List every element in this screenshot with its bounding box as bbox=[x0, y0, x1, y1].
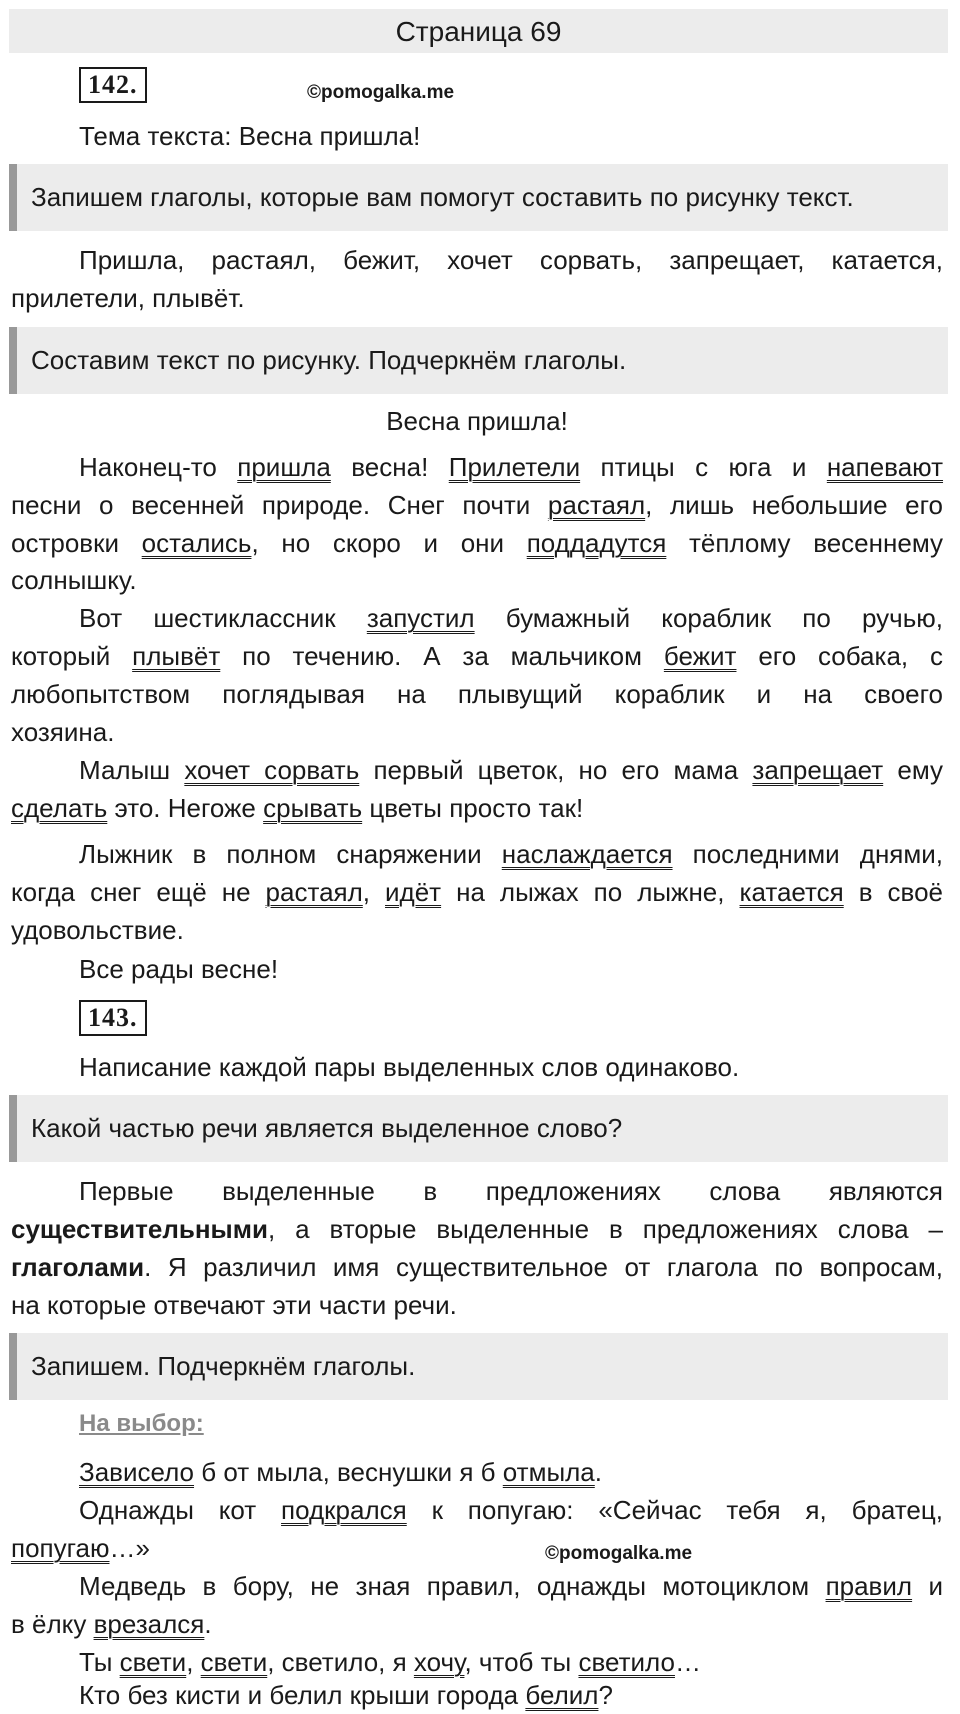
verb: пришла bbox=[237, 452, 331, 482]
task-number-143: 143. bbox=[79, 1000, 147, 1036]
verb: идёт bbox=[385, 877, 442, 907]
verb: запустил bbox=[366, 603, 475, 633]
verb: попугаю bbox=[11, 1533, 110, 1563]
verbs-line: Пришла, растаял, бежит, хочет сорвать, запрещает, катается, bbox=[79, 245, 943, 275]
verb: остались bbox=[141, 528, 252, 558]
verb: Зависело bbox=[79, 1457, 195, 1487]
verb: бежит bbox=[663, 641, 737, 671]
verb: Прилетели bbox=[448, 452, 581, 482]
verse-line: Ты свети, свети, светило, я хочу, чтоб ты светило… bbox=[79, 1647, 701, 1677]
story-line: который плывёт по течению. А за мальчиком бежит его собака, с bbox=[11, 641, 943, 671]
banner-text: Запишем глаголы, которые вам помогут составить по рисунку текст. bbox=[31, 182, 854, 212]
story-line: Лыжник в полном снаряжении наслаждается последними днями, bbox=[79, 839, 944, 869]
bold-term: глаголами bbox=[11, 1252, 145, 1282]
watermark: ©pomogalka.me bbox=[307, 82, 455, 103]
answer-line: Первые выделенные в предложениях слова являются bbox=[79, 1176, 943, 1206]
story-line: Все рады весне! bbox=[79, 954, 279, 984]
answer-line: существительными, а вторые выделенные в предложениях слова – bbox=[11, 1214, 943, 1244]
story-line: удовольствие. bbox=[11, 915, 184, 945]
verb: хочет сорвать bbox=[184, 755, 360, 785]
verb: наслаждается bbox=[501, 839, 673, 869]
verb: поддадутся bbox=[526, 528, 667, 558]
verse-line: в ёлку врезался. bbox=[11, 1609, 212, 1639]
verse-line: попугаю…» bbox=[11, 1533, 150, 1563]
verbs-line: прилетели, плывёт. bbox=[11, 283, 245, 313]
choice-label: На выбор: bbox=[79, 1410, 204, 1437]
story-line: любопытством поглядывая на плывущий кораблик и на своего bbox=[11, 679, 943, 709]
verb: растаял bbox=[547, 490, 646, 520]
story-line: когда снег ещё не растаял, идёт на лыжах по лыжне, катается в своё bbox=[11, 877, 943, 907]
story-title: Весна пришла! bbox=[386, 406, 568, 436]
story-line: Наконец-то пришла весна! Прилетели птицы с юга и напевают bbox=[79, 452, 944, 482]
verb: плывёт bbox=[132, 641, 221, 671]
instruction-banner bbox=[9, 327, 948, 394]
verb: растаял bbox=[265, 877, 363, 907]
banner-text: Какой частью речи является выделенное слово? bbox=[31, 1113, 623, 1143]
instruction-banner bbox=[9, 1333, 948, 1400]
verb: подкрался bbox=[281, 1495, 407, 1525]
verb: врезался bbox=[93, 1609, 205, 1639]
instruction-banner bbox=[9, 164, 948, 231]
answer-line: глаголами. Я различил имя существительное от глагола по вопросам, bbox=[11, 1252, 943, 1282]
story-line: островки остались, но скоро и они поддадутся тёплому весеннему bbox=[11, 528, 943, 558]
story-line: Малыш хочет сорвать первый цветок, но его мама запрещает ему bbox=[79, 755, 943, 785]
verb: светило bbox=[578, 1647, 675, 1677]
verse-line: Зависело б от мыла, веснушки я б отмыла. bbox=[79, 1457, 603, 1487]
story-line: хозяина. bbox=[11, 717, 115, 747]
watermark: ©pomogalka.me bbox=[545, 1543, 693, 1564]
verb: запрещает bbox=[752, 755, 884, 785]
verb: срывать bbox=[263, 793, 363, 823]
verse-line: Однажды кот подкрался к попугаю: «Сейчас тебя я, братец, bbox=[79, 1495, 943, 1525]
story-line: песни о весенней природе. Снег почти растаял, лишь небольшие его bbox=[11, 490, 943, 520]
story-line: сделать это. Негоже срывать цветы просто так! bbox=[11, 793, 584, 823]
instruction-banner bbox=[9, 1095, 948, 1162]
verb: отмыла bbox=[502, 1457, 595, 1487]
text-topic: Тема текста: Весна пришла! bbox=[79, 121, 421, 151]
verb: хочу bbox=[413, 1647, 465, 1677]
verb: катается bbox=[739, 877, 844, 907]
verb: правил bbox=[825, 1571, 913, 1601]
verb: свети bbox=[200, 1647, 268, 1677]
verb: напевают bbox=[826, 452, 944, 482]
banner-text: Составим текст по рисунку. Подчеркнём глаголы. bbox=[31, 345, 627, 375]
verse-line: Кто без кисти и белил крыши города белил? bbox=[79, 1680, 613, 1710]
verb: белил bbox=[525, 1680, 599, 1710]
task-intro: Написание каждой пары выделенных слов одинаково. bbox=[79, 1052, 740, 1082]
page-title: Страница 69 bbox=[9, 9, 948, 53]
verse-line: Медведь в бору, не зная правил, однажды мотоциклом правил и bbox=[79, 1571, 944, 1601]
verb: сделать bbox=[11, 793, 108, 823]
story-line: солнышку. bbox=[11, 565, 137, 595]
answer-line: на которые отвечают эти части речи. bbox=[11, 1290, 457, 1320]
task-number-142: 142. bbox=[79, 67, 147, 103]
banner-text: Запишем. Подчеркнём глаголы. bbox=[31, 1351, 416, 1381]
bold-term: существительными bbox=[11, 1214, 268, 1244]
story-line: Вот шестиклассник запустил бумажный кораблик по ручью, bbox=[79, 603, 943, 633]
verb: свети bbox=[119, 1647, 187, 1677]
